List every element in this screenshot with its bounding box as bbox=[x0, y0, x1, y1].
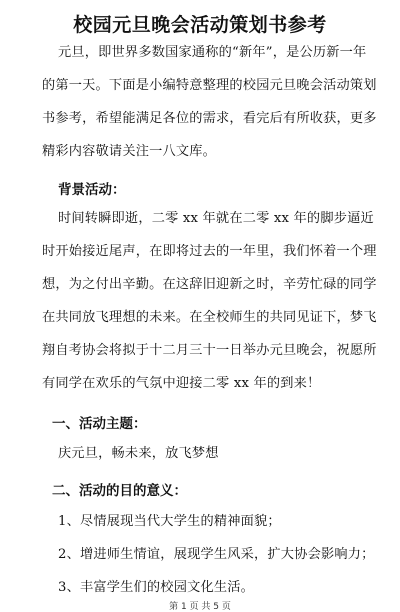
intro-line: 书参考，希望能满足各位的需求，看完后有所收获，更多 bbox=[42, 111, 377, 126]
section2-line: 1、尽情展现当代大学生的精神面貌； bbox=[58, 514, 281, 529]
page-footer: 第 1 页 共 5 页 bbox=[169, 602, 231, 612]
background-heading: 背景活动： bbox=[58, 182, 126, 198]
intro-line: 的第一天。下面是小编特意整理的校园元旦晚会活动策划 bbox=[42, 78, 377, 93]
section2-line: 3、丰富学生们的校园文化生活。 bbox=[58, 580, 255, 595]
background-line: 时开始接近尾声，在即将过去的一年里，我们怀着一个理 bbox=[42, 244, 377, 259]
background-line: 时间转瞬即逝，二零 xx 年就在二零 xx 年的脚步逼近 bbox=[58, 211, 374, 226]
section2-heading: 二、活动的目的意义： bbox=[52, 483, 187, 499]
section1-line: 庆元旦，畅未来，放飞梦想 bbox=[58, 446, 219, 461]
background-line: 翔自考协会将拟于十二月三十一日举办元旦晚会，祝愿所 bbox=[42, 343, 377, 358]
background-line: 有同学在欢乐的气氛中迎接二零 xx 年的到来！ bbox=[42, 376, 321, 391]
background-line: 想，为之付出辛勤。在这辞旧迎新之时，辛劳忙碌的同学 bbox=[42, 277, 377, 292]
background-line: 在共同放飞理想的未来。在全校师生的共同见证下，梦飞 bbox=[42, 310, 377, 325]
intro-line: 元旦，即世界多数国家通称的“新年”，是公历新一年 bbox=[58, 45, 367, 60]
section2-line: 2、增进师生情谊，展现学生风采，扩大协会影响力； bbox=[58, 547, 375, 562]
section1-heading: 一、活动主题： bbox=[52, 416, 147, 432]
intro-line: 精彩内容敬请关注一八文库。 bbox=[42, 144, 217, 159]
document-title: 校园元旦晚会活动策划书参考 bbox=[73, 14, 327, 36]
